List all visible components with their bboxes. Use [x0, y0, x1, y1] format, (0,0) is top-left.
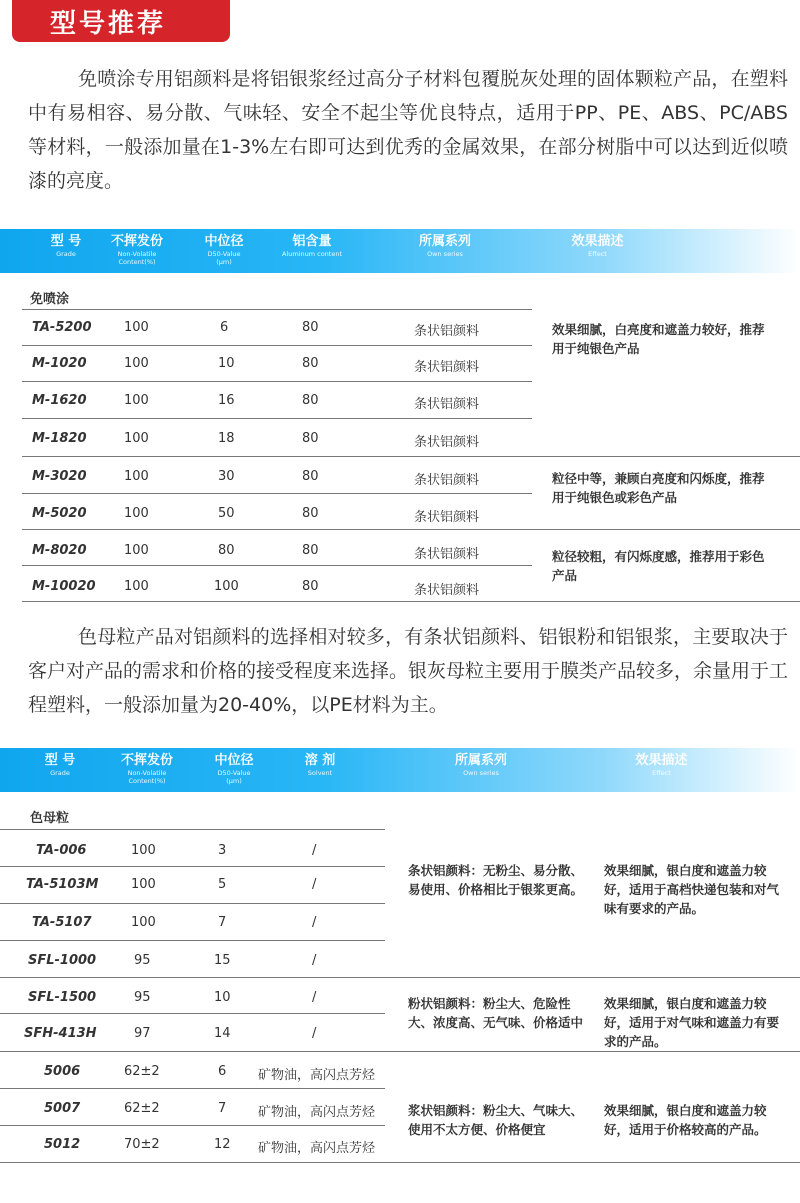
table2-header-grade: 型 号 Grade: [44, 753, 76, 777]
table1-group-divider: [22, 529, 800, 530]
table1-divider: [22, 309, 532, 310]
table2-bottom-line: [0, 1162, 800, 1163]
solvent-cell: /: [312, 1026, 317, 1041]
series-cell: 条状铝颜料: [414, 583, 480, 598]
d50-cell: 7: [218, 915, 227, 930]
solvent-cell: 矿物油，高闪点芳烃: [258, 1105, 376, 1120]
nonvolatile-cell: 70±2: [124, 1137, 160, 1152]
d50-cell: 100: [214, 579, 239, 594]
nonvolatile-cell: 95: [134, 990, 151, 1005]
section-title: 型号推荐: [50, 8, 167, 39]
grade-cell: M-10020: [32, 579, 96, 594]
table1-header-d50: 中位径 D50-Value (μm): [204, 234, 244, 266]
nonvolatile-cell: 100: [124, 469, 149, 484]
series-description: 浆状铝颜料：粉尘大、气味大、使用不太方便、价格便宜: [408, 1103, 584, 1137]
table2-group-divider: [0, 977, 800, 978]
nonvolatile-cell: 95: [134, 953, 151, 968]
grade-cell: SFL-1000: [28, 953, 97, 968]
table1-header-grade: 型 号 Grade: [50, 234, 82, 258]
grade-cell: M-1820: [32, 431, 87, 446]
grade-cell: 5012: [44, 1137, 81, 1152]
series-cell: 条状铝颜料: [414, 547, 480, 562]
aluminum-cell: 80: [302, 320, 319, 335]
table2-header-d50: 中位径 D50-Value (μm): [214, 753, 254, 785]
table2-header-effect: 效果描述 Effect: [635, 753, 688, 777]
table2-divider: [0, 1013, 385, 1014]
d50-cell: 80: [218, 543, 235, 558]
table2-divider: [0, 829, 385, 830]
table2-group-divider: [0, 1051, 800, 1052]
nonvolatile-cell: 62±2: [124, 1064, 160, 1079]
grade-cell: TA-5103M: [26, 877, 99, 892]
effect-description: 粒径中等，兼顾白亮度和闪烁度，推荐用于纯银色或彩色产品: [552, 471, 765, 505]
d50-cell: 3: [218, 843, 227, 858]
d50-cell: 6: [218, 1064, 227, 1079]
table1-header-effect: 效果描述 Effect: [571, 234, 624, 258]
aluminum-cell: 80: [302, 356, 319, 371]
table2-header: [0, 748, 800, 792]
d50-cell: 14: [214, 1026, 231, 1041]
series-description: 粉状铝颜料：粉尘大、危险性大、浓度高、无气味、价格适中: [408, 996, 584, 1030]
d50-cell: 10: [218, 356, 235, 371]
table1-group-divider: [22, 456, 800, 457]
aluminum-cell: 80: [302, 393, 319, 408]
d50-cell: 50: [218, 506, 235, 521]
table2-divider: [0, 940, 385, 941]
table1-divider: [22, 418, 532, 419]
grade-cell: M-1620: [32, 393, 87, 408]
grade-cell: M-8020: [32, 543, 87, 558]
aluminum-cell: 80: [302, 431, 319, 446]
effect-description: 效果细腻，银白度和遮盖力较好，适用于高档快递包装和对气味有要求的产品。: [604, 863, 780, 916]
section-title-badge: [12, 0, 230, 42]
table1-header-aluminum: 铝含量 Aluminum content: [281, 234, 343, 258]
aluminum-cell: 80: [302, 506, 319, 521]
series-cell: 条状铝颜料: [414, 397, 480, 412]
grade-cell: 5006: [44, 1064, 81, 1079]
d50-cell: 7: [218, 1101, 227, 1116]
solvent-cell: /: [312, 915, 317, 930]
solvent-cell: /: [312, 953, 317, 968]
grade-cell: M-1020: [32, 356, 87, 371]
nonvolatile-cell: 100: [131, 915, 156, 930]
d50-cell: 16: [218, 393, 235, 408]
intro-paragraph-1: 免喷涂专用铝颜料是将铝银浆经过高分子材料包覆脱灰处理的固体颗粒产品，在塑料中有易相容、易分散、气味轻、安全不起尘等优良特点，适用于PP、PE、ABS、PC/ABS等材料，一般添加量在1-3%左右即可达到优秀的金属效果，在部分树脂中可以达到近似喷漆的亮度。: [28, 68, 788, 192]
series-cell: 条状铝颜料: [414, 360, 480, 375]
table1-header-series: 所属系列 Own series: [418, 234, 471, 258]
solvent-cell: 矿物油，高闪点芳烃: [258, 1141, 376, 1156]
nonvolatile-cell: 100: [131, 877, 156, 892]
intro-paragraph-2: 色母粒产品对铝颜料的选择相对较多，有条状铝颜料、铝银粉和铝银浆，主要取决于客户对产品的需求和价格的接受程度来选择。银灰母粒主要用于膜类产品较多，余量用于工程塑料，一般添加量为20-40%，以PE材料为主。: [28, 626, 789, 716]
table2-header-series: 所属系列 Own series: [454, 753, 507, 777]
grade-cell: SFL-1500: [28, 990, 97, 1005]
series-description: 条状铝颜料：无粉尘、易分散、易使用、价格相比于银浆更高。: [408, 863, 584, 897]
table2-divider: [0, 866, 385, 867]
nonvolatile-cell: 100: [124, 356, 149, 371]
d50-cell: 30: [218, 469, 235, 484]
table2-header-nonvolatile: 不挥发份 Non-Volatile Content(%): [120, 753, 173, 785]
table2-divider: [0, 1125, 385, 1126]
nonvolatile-cell: 100: [131, 843, 156, 858]
grade-cell: TA-5107: [32, 915, 92, 930]
grade-cell: M-5020: [32, 506, 87, 521]
solvent-cell: /: [312, 843, 317, 858]
table1-bottom-line: [22, 601, 800, 602]
aluminum-cell: 80: [302, 543, 319, 558]
solvent-cell: 矿物油，高闪点芳烃: [258, 1068, 376, 1083]
nonvolatile-cell: 62±2: [124, 1101, 160, 1116]
nonvolatile-cell: 100: [124, 393, 149, 408]
series-cell: 条状铝颜料: [414, 435, 480, 450]
solvent-cell: /: [312, 877, 317, 892]
nonvolatile-cell: 100: [124, 579, 149, 594]
grade-cell: TA-5200: [32, 320, 92, 335]
d50-cell: 12: [214, 1137, 231, 1152]
table1-divider: [22, 565, 532, 566]
d50-cell: 15: [214, 953, 231, 968]
table1-header-nonvolatile: 不挥发份 Non-Volatile Content(%): [110, 234, 163, 266]
grade-cell: 5007: [44, 1101, 81, 1116]
table2-divider: [0, 903, 385, 904]
table1-divider: [22, 345, 532, 346]
nonvolatile-cell: 100: [124, 431, 149, 446]
table1-category: 免喷涂: [30, 292, 70, 307]
table1-header: [0, 229, 800, 273]
solvent-cell: /: [312, 990, 317, 1005]
d50-cell: 5: [218, 877, 227, 892]
table1-divider: [22, 493, 532, 494]
grade-cell: M-3020: [32, 469, 87, 484]
d50-cell: 10: [214, 990, 231, 1005]
table2-category: 色母粒: [30, 811, 70, 826]
table1-divider: [22, 381, 532, 382]
series-cell: 条状铝颜料: [414, 510, 480, 525]
effect-description: 粒径较粗，有闪烁度感，推荐用于彩色产品: [552, 549, 765, 583]
nonvolatile-cell: 100: [124, 543, 149, 558]
aluminum-cell: 80: [302, 469, 319, 484]
grade-cell: TA-006: [36, 843, 87, 858]
nonvolatile-cell: 97: [134, 1026, 151, 1041]
table2-divider: [0, 1088, 385, 1089]
effect-description: 效果细腻，银白度和遮盖力较好，适用于对气味和遮盖力有要求的产品。: [604, 996, 780, 1049]
series-cell: 条状铝颜料: [414, 473, 480, 488]
aluminum-cell: 80: [302, 579, 319, 594]
d50-cell: 6: [220, 320, 229, 335]
d50-cell: 18: [218, 431, 235, 446]
nonvolatile-cell: 100: [124, 320, 149, 335]
nonvolatile-cell: 100: [124, 506, 149, 521]
effect-description: 效果细腻，银白度和遮盖力较好，适用于价格较高的产品。: [604, 1103, 767, 1137]
effect-description: 效果细腻，白亮度和遮盖力较好，推荐用于纯银色产品: [552, 322, 765, 356]
series-cell: 条状铝颜料: [414, 324, 480, 339]
grade-cell: SFH-413H: [24, 1026, 97, 1041]
table2-header-solvent: 溶 剂 Solvent: [304, 753, 336, 777]
